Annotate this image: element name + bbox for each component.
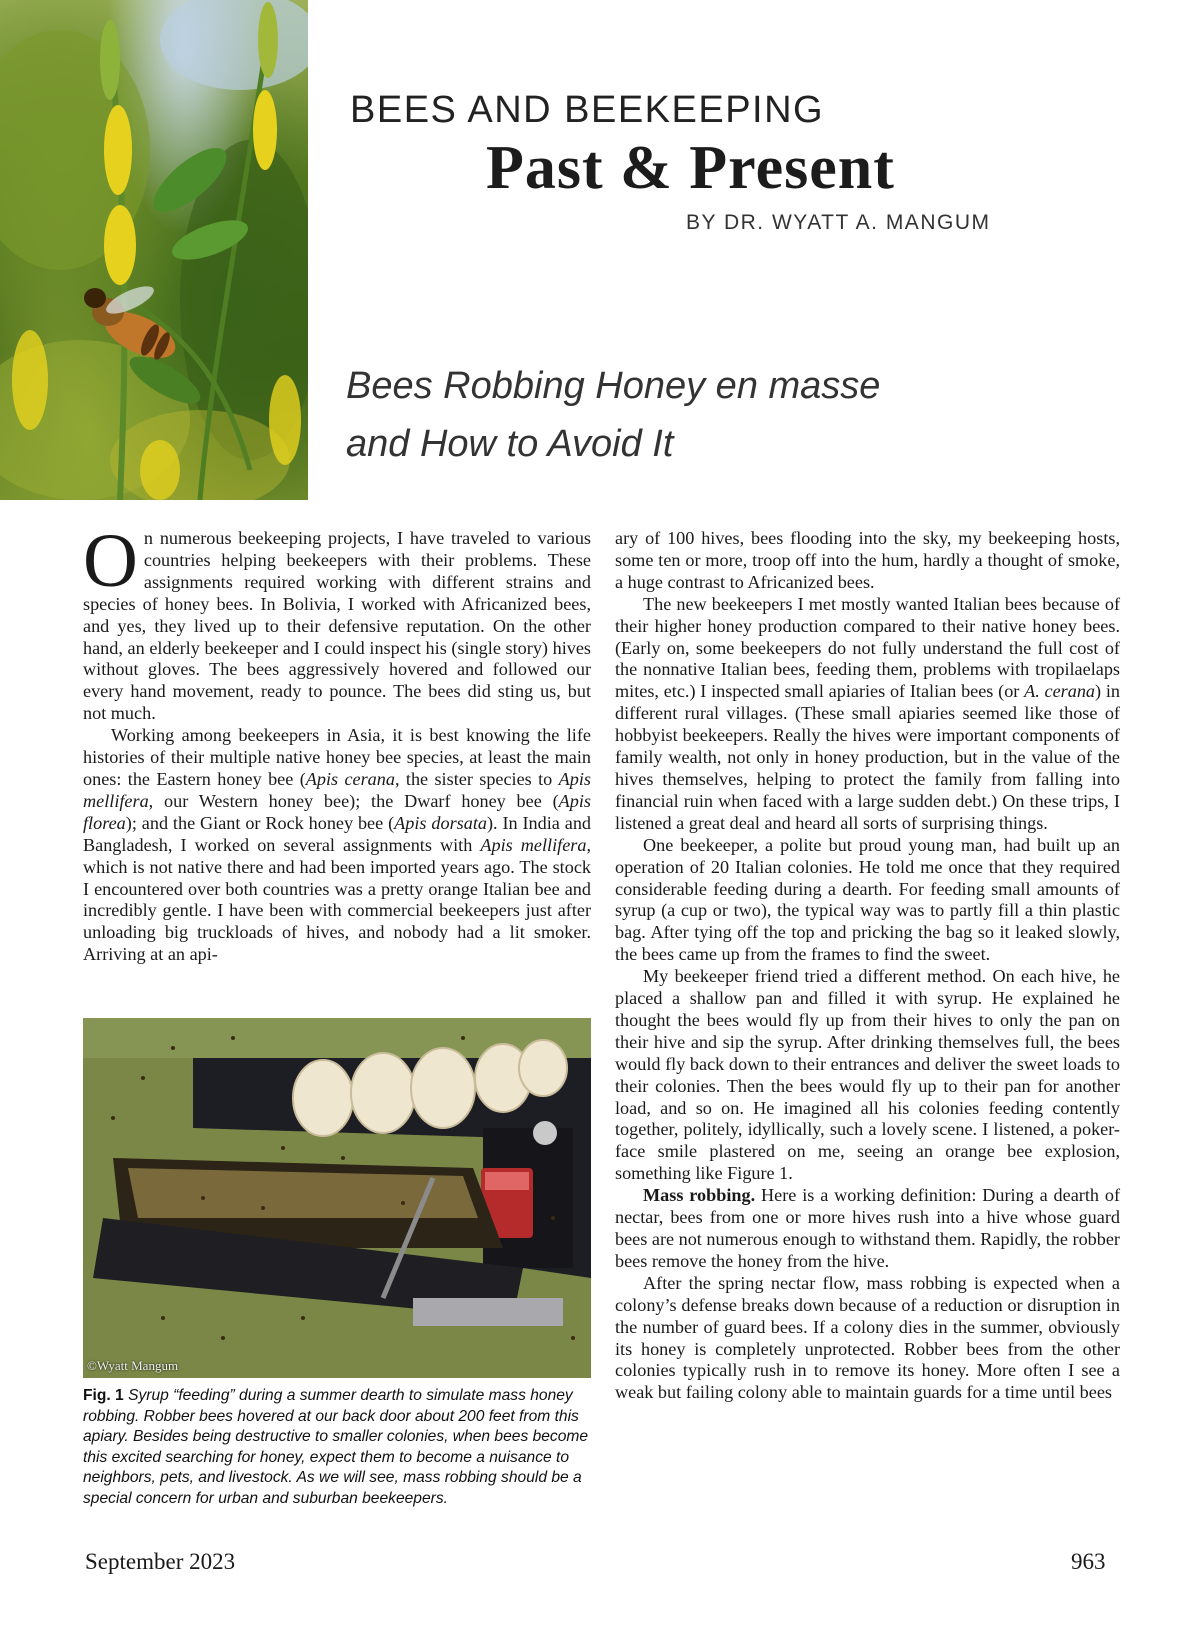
figure-1-photo xyxy=(83,1018,591,1378)
paragraph: My beekeeper friend tried a different method. On each hive, he placed a shallow pan and filled it with syrup. He explained he thought the bees would fly up from their hives to only the pan on their hive and sip the syrup. After drinking themselves full, the bees would fly back down to their entrances and deliver the sweet loads to their colonies. Then the bees would fly up to their pan for another load, and so on. He imagined all his colonies feeding contently together, politely, idyllically, such a lovely scene. I listened, a poker-face smile plastered on me, seeing an orange bee explosion, something like Figure 1. xyxy=(615,966,1120,1184)
paragraph: Working among beekeepers in Asia, it is best knowing the life histories of their multiple native honey bee species, at least the main ones: the Eastern honey bee (Apis cerana, the sister species to Apis mellifera, our Western honey bee); the Dwarf honey bee (Apis florea); and the Giant or Rock honey bee (Apis dorsata). In India and Bangladesh, I worked on several assignments with Apis mellifera, which is not native there and had been imported years ago. The stock I encountered over both countries was a pretty orange Italian bee and incredibly gentle. I have been with commercial beekeepers just after unloading big truckloads of hives, and nobody had a lit smoker. Arriving at an api- xyxy=(83,725,592,965)
subtitle-line-1: Bees Robbing Honey en masse xyxy=(346,365,881,407)
paragraph: One beekeeper, a polite but proud young man, had built up an operation of 20 Italian colonies. He told me once that they required considerable feeding during a dearth. For feeding small amounts of syrup (a cup or two), the typical way was to partly fill a thin plastic bag. After tying off the top and pricking the bag so it leaked slowly, the bees came up from the frames to find the sweet. xyxy=(615,834,1120,965)
photo-watermark: ©Wyatt Mangum xyxy=(87,1358,179,1373)
paragraph: On numerous beekeeping projects, I have traveled to various countries helping beekeepers with their problems. These assignments required working with different strains and species of honey bees. In Bolivia, I worked with Africanized bees, and yes, they lived up to their defensive reputation. On the other hand, an elderly beekeeper and I could inspect his (single story) hives without gloves. The bees aggressively hovered and followed our every hand movement, ready to pounce. The bees did sting us, but not much. xyxy=(83,519,591,724)
subtitle-line-2: and How to Avoid It xyxy=(346,423,674,465)
byline: BY DR. WYATT A. MANGUM xyxy=(686,211,991,234)
caption-label: Fig. 1 xyxy=(83,1387,124,1404)
paragraph: Mass robbing. Here is a working definition: During a dearth of nectar, bees from one or more hives rush into a hive whose guard bees are not numerous enough to withstand them. Rapidly, the robber bees remove the honey from the hive. xyxy=(615,1185,1120,1271)
paragraph: After the spring nectar flow, mass robbing is expected when a colony’s defense breaks down because of a reduction or disruption in the number of guard bees. If a colony dies in the summer, obviously its honey is completely unprotected. Robber bees from the other colonies typically rush in to remove its honey. More often I see a weak but failing colony able to maintain guards for a time until bees xyxy=(615,1272,1120,1403)
series-title: BEES AND BEEKEEPING xyxy=(350,89,825,131)
article-column-2 xyxy=(615,528,1120,1404)
article-column-1 xyxy=(83,519,592,966)
bee-flower-illustration xyxy=(0,0,308,500)
section-lead-in: Mass robbing. xyxy=(643,1185,756,1206)
truck-tailgate-bees-illustration xyxy=(83,1018,591,1378)
page-number: 963 xyxy=(1071,1549,1106,1574)
caption-text: Syrup “feeding” during a summer dearth to simulate mass honey robbing. Robber bees hovered at our back door about 200 feet from this apiary. Besides being destructive to smaller colonies, when bees become this excited searching for honey, expect them to become a nuisance to neighbors, pets, and livestock. As we will see, mass robbing should be a special concern for urban and suburban beekeepers. xyxy=(83,1387,589,1507)
article-subtitle xyxy=(346,357,1106,473)
main-title: Past & Present xyxy=(486,134,895,202)
issue-date: September 2023 xyxy=(85,1549,236,1574)
drop-cap: O xyxy=(83,519,138,603)
paragraph: The new beekeepers I met mostly wanted Italian bees because of their higher honey production compared to their native honey bees. (Early on, some beekeepers do not fully understand the full cost of the nonnative Italian bees, feeding them, problems with tropilaelaps mites, etc.) I inspected small apiaries of Italian bees (or A. cerana) in different rural villages. (These small apiaries seemed like those of hobbyist beekeepers. Really the hives were important components of family wealth, not only in honey production, but in the value of the hives themselves, helping to protect the family from falling into financial ruin when faced with a large sudden debt.) On these trips, I listened a great deal and heard all sorts of surprising things. xyxy=(615,593,1120,833)
header-photo-bee-on-flowers xyxy=(0,0,308,500)
paragraph: ary of 100 hives, bees flooding into the sky, my beekeeping hosts, some ten or more, troop off into the hum, hardly a thought of smoke, a huge contrast to Africanized bees. xyxy=(615,528,1120,592)
figure-caption xyxy=(83,1386,591,1510)
